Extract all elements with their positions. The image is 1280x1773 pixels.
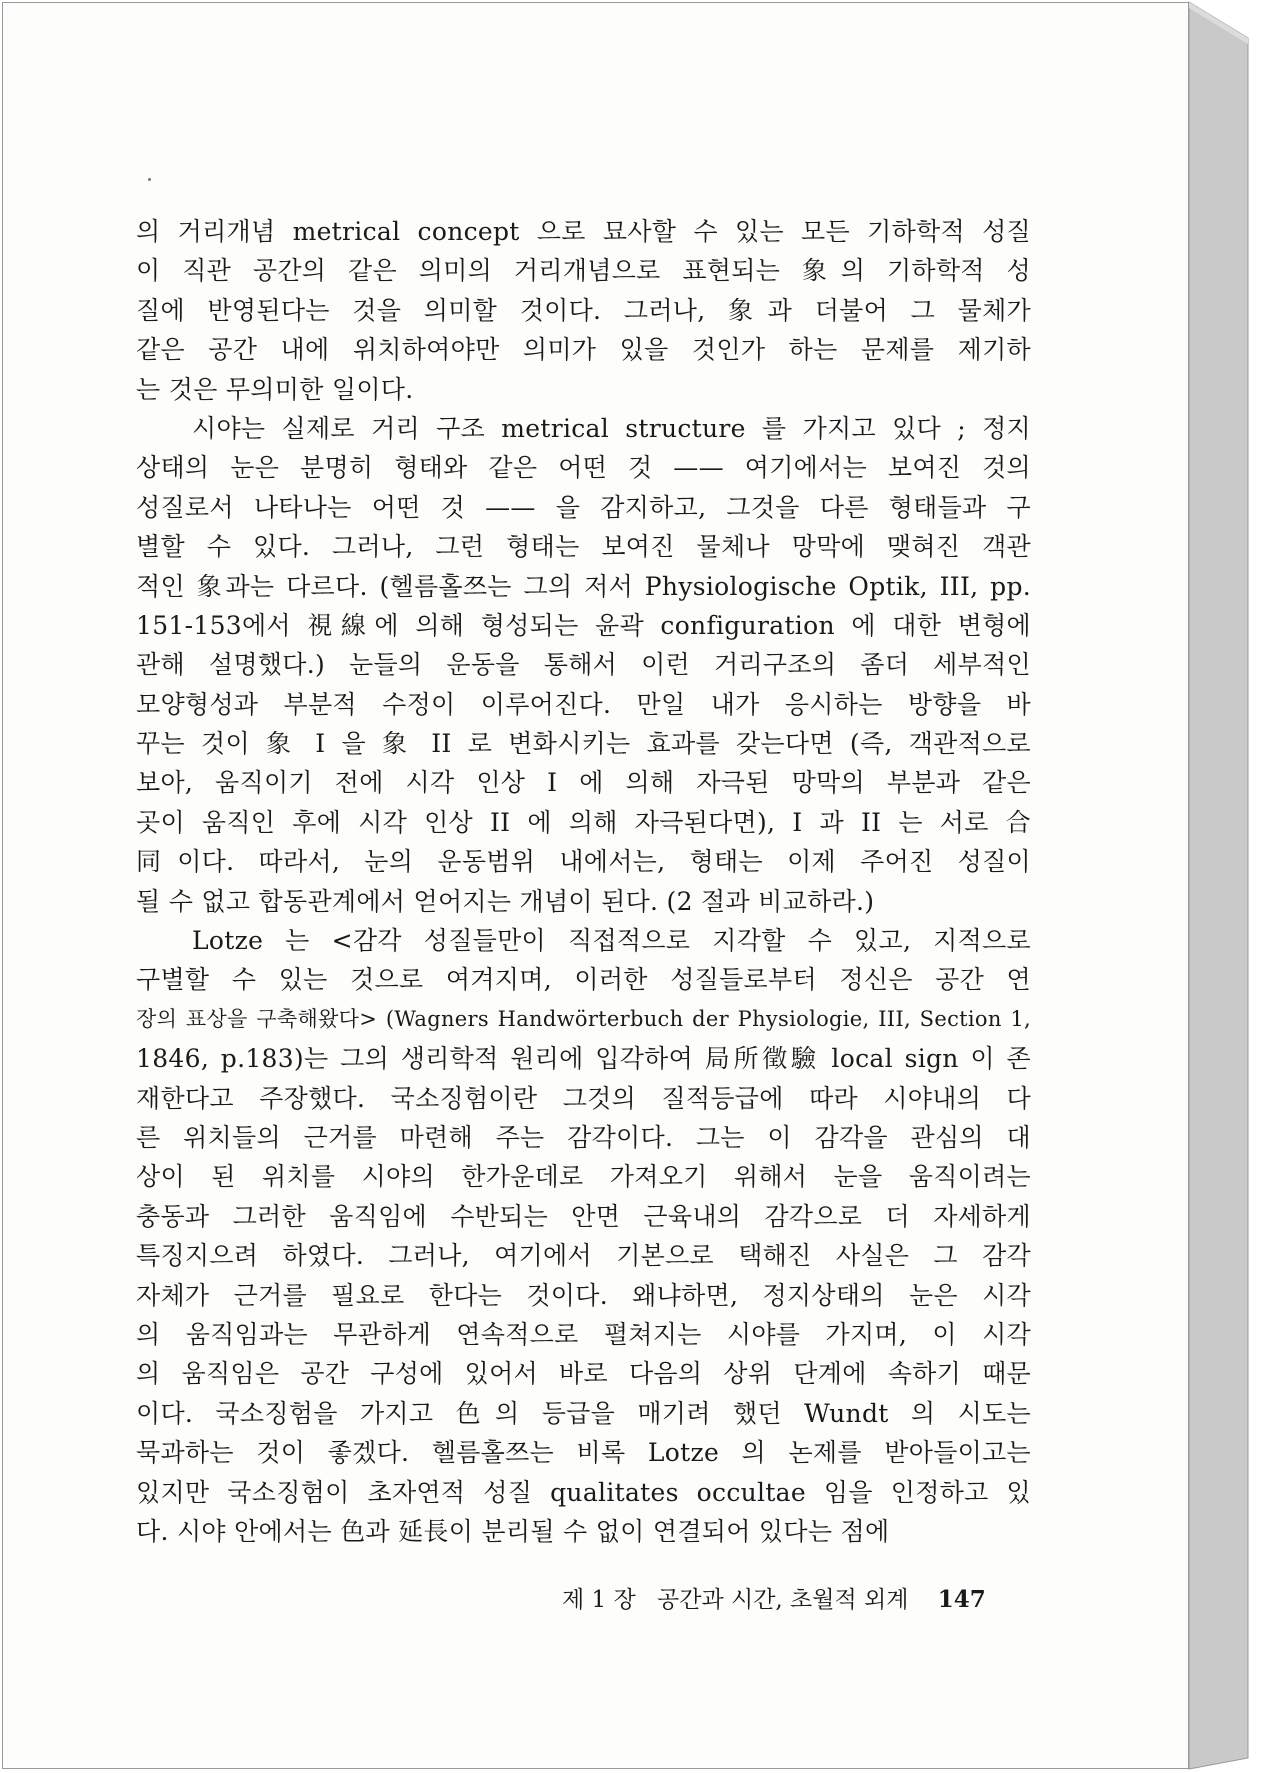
line-text: 이다. 국소징험을 가지고 色의 등급을 매기려 했던 Wundt 의 시도는 [136,1398,1031,1428]
text-line [136,882,1031,921]
paragraph [136,409,1031,921]
line-text: 모양형성과 부분적 수정이 이루어진다. 만일 내가 응시하는 방향을 바 [136,689,1031,719]
text-line [136,1433,1031,1472]
text-line [136,724,1031,763]
text-line [136,1276,1031,1315]
text-line [136,212,1031,251]
text-line [136,291,1031,330]
text-line [136,1394,1031,1433]
line-text: 재한다고 주장했다. 국소징험이란 그것의 질적등급에 따라 시야내의 다 [136,1083,1031,1113]
text-line [136,409,1031,448]
text-line [136,606,1031,645]
text-line [136,330,1031,369]
line-text: 는 것은 무의미한 일이다. [136,374,414,404]
line-text: 곳이 움직인 후에 시각 인상 II 에 의해 자극된다면), I 과 II 는 서로 合 [136,807,1031,837]
text-line [136,1118,1031,1157]
line-text: 장의 표상을 구축해왔다> (Wagners Handwörterbuch der Physiologie, III, Section 1, [136,1006,1031,1031]
text-line [136,645,1031,684]
text-line [136,1236,1031,1275]
text-line [136,1079,1031,1118]
line-text: 꾸는 것이 象 I 을 象 II 로 변화시키는 효과를 갖는다면 (즉, 객관적으로 [136,729,1031,759]
paragraph [136,212,1031,409]
line-text: 성질로서 나타나는 어떤 것 —— 을 감지하고, 그것을 다른 형태들과 구 [136,492,1031,522]
text-line [136,803,1031,842]
line-text: 1846, p.183)는 그의 생리학적 원리에 입각하여 局所徵驗 local sign 이 존 [136,1044,1031,1074]
line-text: 보아, 움직이기 전에 시각 인상 I 에 의해 자극된 망막의 부분과 같은 [136,768,1031,798]
line-text: 관해 설명했다.) 눈들의 운동을 통해서 이런 거리구조의 좀더 세부적인 [136,650,1031,680]
line-text: Lotze 는 <감각 성질들만이 직접적으로 지각할 수 있고, 지적으로 [192,926,1031,956]
text-line [136,1000,1031,1039]
text-line [136,960,1031,999]
line-text: 의 거리개념 metrical concept 으로 묘사할 수 있는 모든 기하학적 성질 [136,217,1031,246]
line-text: 같은 공간 내에 위치하여야만 의미가 있을 것인가 하는 문제를 제기하 [136,335,1031,365]
text-line [136,1473,1031,1512]
text-line [136,527,1031,566]
footer-title: 공간과 시간, 초월적 외계 [657,1587,909,1613]
text-line [136,1197,1031,1236]
line-text: 시야는 실제로 거리 구조 metrical structure 를 가지고 있다 ; 정지 [192,413,1031,443]
line-text: 151-153에서 視線에 의해 형성되는 윤곽 configuration 에 대한 변형에 [136,610,1031,640]
text-line [136,1039,1031,1078]
text-line [136,567,1031,606]
line-text: 별할 수 있다. 그러나, 그런 형태는 보여진 물체나 망막에 맺혀진 객관 [136,532,1031,562]
text-line [136,921,1031,960]
text-line [136,842,1031,881]
paragraph [136,921,1031,1551]
line-text: 상이 된 위치를 시야의 한가운데로 가져오기 위해서 눈을 움직이려는 [136,1162,1031,1192]
book-spine-side [1189,2,1248,1769]
line-text: 상태의 눈은 분명히 형태와 같은 어떤 것 —— 여기에서는 보여진 것의 [136,453,1031,483]
line-text: 묵과하는 것이 좋겠다. 헬름홀쯔는 비록 Lotze 의 논제를 받아들이고는 [136,1438,1031,1468]
line-text: 특징지으려 하였다. 그러나, 여기에서 기본으로 택해진 사실은 그 감각 [136,1241,1031,1271]
line-text: 의 움직임과는 무관하게 연속적으로 펼쳐지는 시야를 가지며, 이 시각 [136,1319,1031,1349]
text-line [136,1157,1031,1196]
text-line [136,251,1031,290]
line-text: 적인 象과는 다르다. (헬름홀쯔는 그의 저서 Physiologische Optik, III, pp. [136,571,1031,601]
line-text: 될 수 없고 합동관계에서 얻어지는 개념이 된다. (2 절과 비교하라.) [136,886,875,916]
footer-chapter: 제 1 장 [562,1587,636,1613]
text-line [136,1512,1031,1551]
text-line [136,448,1031,487]
line-text: 충동과 그러한 움직임에 수반되는 안면 근육내의 감각으로 더 자세하게 [136,1201,1031,1231]
text-line [136,1354,1031,1393]
page-number: 147 [937,1586,986,1613]
text-line [136,763,1031,802]
text-line [136,488,1031,527]
body-text [136,212,1031,1551]
line-text: 질에 반영된다는 것을 의미할 것이다. 그러나, 象과 더불어 그 물체가 [136,295,1031,325]
line-text: 이 직관 공간의 같은 의미의 거리개념으로 표현되는 象의 기하학적 성 [136,256,1031,286]
running-footer [562,1581,1012,1614]
line-text: 다. 시야 안에서는 色과 延長이 분리될 수 없이 연결되어 있다는 점에 [136,1516,890,1546]
line-text: 자체가 근거를 필요로 한다는 것이다. 왜냐하면, 정지상태의 눈은 시각 [136,1280,1031,1310]
line-text: 의 움직임은 공간 구성에 있어서 바로 다음의 상위 단계에 속하기 때문 [136,1359,1031,1389]
text-line [136,370,1031,409]
line-text: 同이다. 따라서, 눈의 운동범위 내에서는, 형태는 이제 주어진 성질이 [136,847,1031,877]
text-line [136,1315,1031,1354]
line-text: 구별할 수 있는 것으로 여겨지며, 이러한 성질들로부터 정신은 공간 연 [136,965,1031,995]
text-line [136,685,1031,724]
line-text: 있지만 국소징험이 초자연적 성질 qualitates occultae 임을 인정하고 있 [136,1477,1031,1507]
line-text: 른 위치들의 근거를 마련해 주는 감각이다. 그는 이 감각을 관심의 대 [136,1122,1031,1152]
scan-speck [148,178,151,181]
